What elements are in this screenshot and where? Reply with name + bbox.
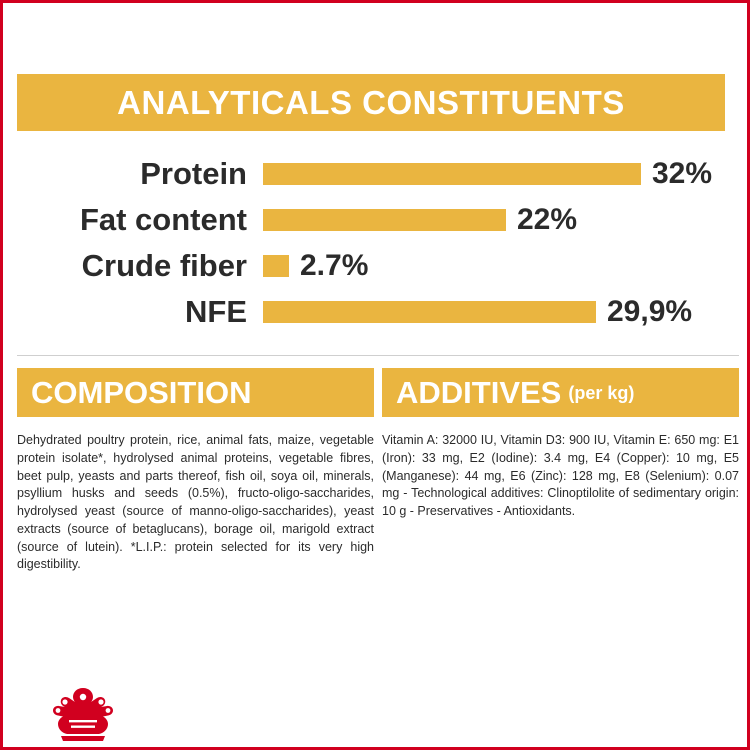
chart-bar-value: 2.7% [300,249,369,282]
analyticals-bar-chart [17,151,739,335]
composition-heading-band [17,368,374,417]
royal-crown-icon [33,682,133,744]
additives-panel [382,368,739,521]
chart-row-track [263,243,739,289]
chart-row-track [263,151,739,197]
chart-bar [263,301,596,323]
chart-row-track [263,289,739,335]
chart-row [17,197,739,243]
chart-row-label: Fat content [79,202,247,237]
chart-bar-value: 22% [517,203,578,236]
additives-body [382,432,739,521]
chart-bar [263,255,289,277]
chart-row-label: NFE [185,294,247,329]
additives-heading-band [382,368,739,417]
chart-row [17,243,739,289]
chart-row-label: Protein [140,156,247,191]
additives-text: Vitamin A: 32000 IU, Vitamin D3: 900 IU, Vitamin E: 650 mg: E1 (Iron): 33 mg, E2 (Iodine): 3.4 mg, E4 (Copper): 10 mg, E5 (Manganese): 44 mg, E6 (Zinc): 128 mg, E8 (Selenium): 0.07 mg - Technological additives: Clinoptilolite of sedimentary origin: 10 g - Preservatives - Antioxidants. [382,433,739,518]
composition-body [17,432,374,574]
chart-bar [263,163,641,185]
analyticals-heading: ANALYTICALS CONSTITUENTS [117,84,625,121]
composition-text: Dehydrated poultry protein, rice, animal fats, maize, vegetable protein isolate*, hydrolysed animal proteins, vegetable fibres, beet pulp, yeasts and parts thereof, fish oil, soya oil, minerals, psyllium husks and seeds (0.5%), fructo-oligo-saccharides, hydrolysed yeast (source of manno-oligo-saccharides), yeast extracts (source of betaglucans), borage oil, marigold extract (source of lutein). *L.I.P.: protein selected for its very high digestibility. [17,433,374,572]
chart-row [17,289,739,335]
additives-heading-note: (per kg) [568,382,635,403]
chart-row [17,151,739,197]
chart-bar-value: 29,9% [607,295,693,328]
additives-heading: ADDITIVES [396,375,562,410]
composition-heading: COMPOSITION [31,375,252,410]
chart-bar-value: 32% [652,157,713,190]
chart-bar [263,209,506,231]
brand-logo [33,682,133,744]
composition-panel [17,368,374,574]
chart-row-label: Crude fiber [81,248,247,283]
chart-row-track [263,197,739,243]
analyticals-heading-band [17,74,725,131]
section-divider [17,355,739,356]
